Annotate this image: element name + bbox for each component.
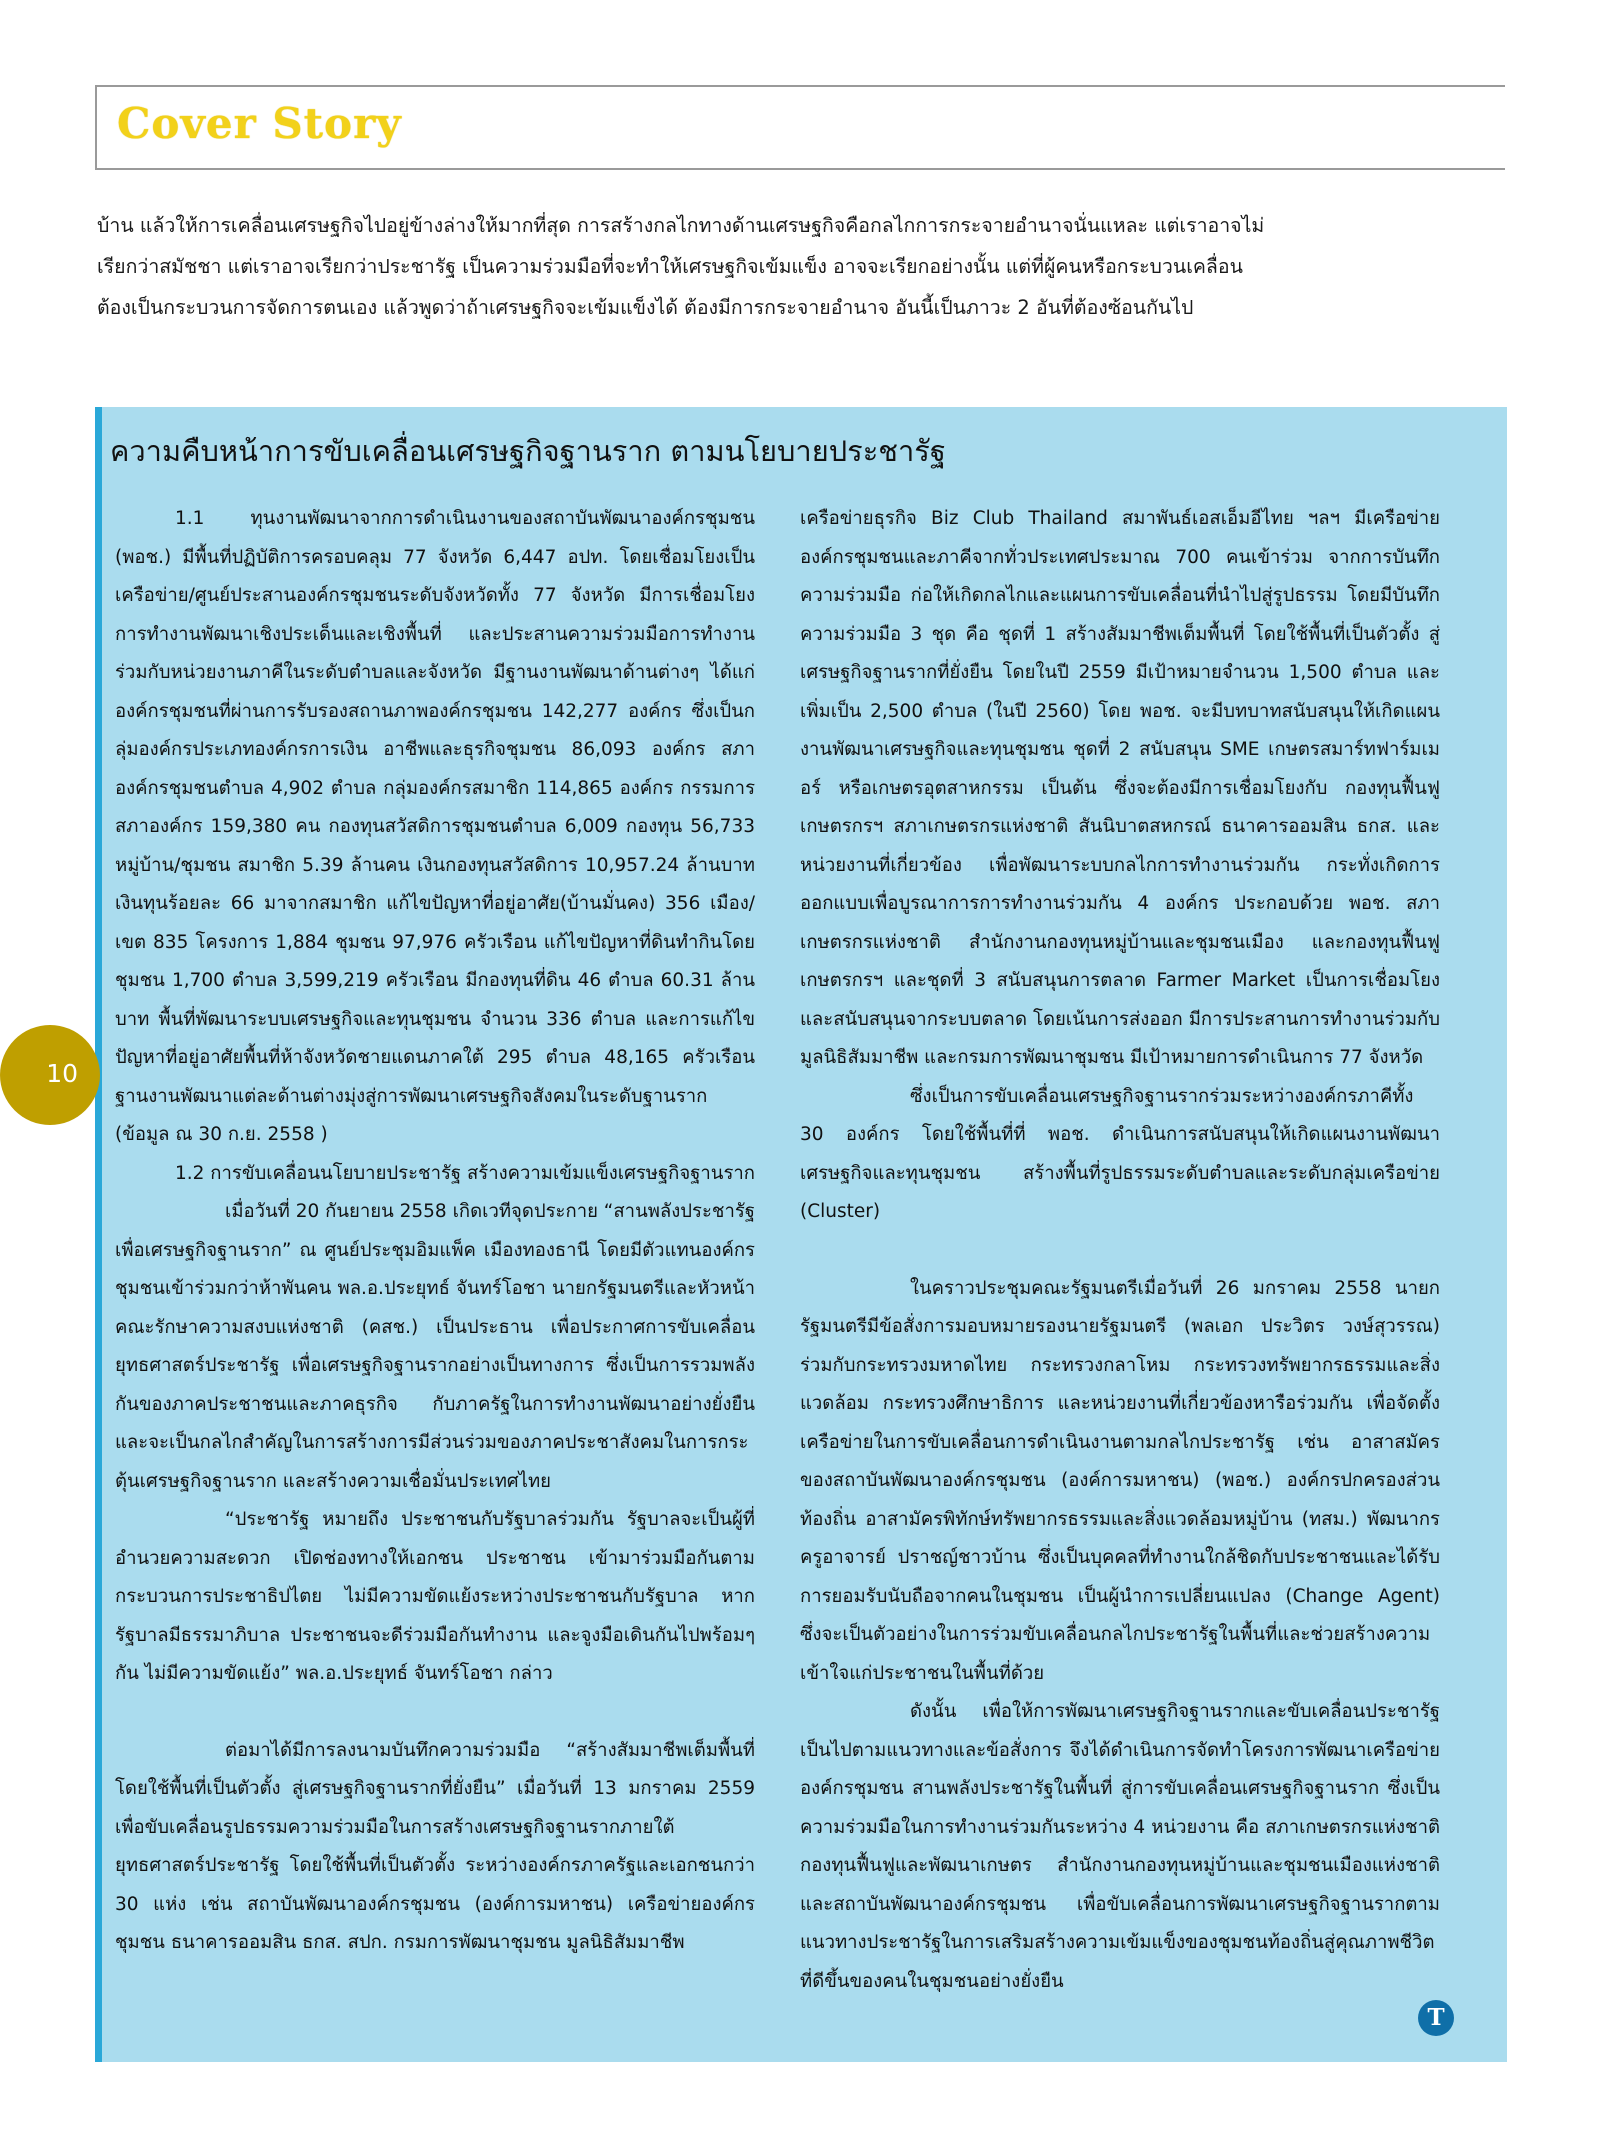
end-mark-icon: T <box>1418 2000 1454 2036</box>
paragraph: ซึ่งเป็นการขับเคลื่อนเศรษฐกิจฐานรากร่วมระหว่างองค์กรภาคีทั้ง 30 องค์กร โดยใช้พื้นที่ที่ พอช. ดำเนินการสนับสนุนให้เกิดแผนงานพัฒนาเศรษฐกิจและทุนชุมชน สร้างพื้นที่รูปธรรมระดับตำบลและระดับกลุ่มเครือข่าย (Cluster) <box>800 1085 1440 1222</box>
paragraph: “ประชารัฐ หมายถึง ประชาชนกับรัฐบาลร่วมกัน รัฐบาลจะเป็นผู้ที่อำนวยความสะดวก เปิดช่องทางให้เอกชน ประชาชน เข้ามาร่วมมือกันตามกระบวนการประชาธิปไตย ไม่มีความขัดแย้งระหว่างประชาชนกับรัฐบาล หากรัฐบาลมีธรรมาภิบาล ประชาชนจะดีร่วมมือกันทำงาน และจูงมือเดินกันไปพร้อมๆ กัน ไม่มีความขัดแย้ง” พล.อ.ประยุทธ์ จันทร์โอชา กล่าว <box>115 1509 755 1684</box>
header-band <box>95 85 1505 170</box>
page-number: 10 <box>46 1059 78 1088</box>
intro-paragraph: บ้าน แล้วให้การเคลื่อนเศรษฐกิจไปอยู่ข้างล่างให้มากที่สุด การสร้างกลไกทางด้านเศรษฐกิจคือกลไกการกระจายอำนาจนั่นแหละ แต่เราอาจไม่เรียกว่าสมัชชา แต่เราอาจเรียกว่าประชารัฐ เป็นความร่วมมือที่จะทำให้เศรษฐกิจเข้มแข็ง อาจจะเรียกอย่างนั้น แต่ที่ผู้คนหรือกระบวนเคลื่อนต้องเป็นกระบวนการจัดการตนเอง แล้วพูดว่าถ้าเศรษฐกิจจะเข้มแข็งได้ ต้องมีการกระจายอำนาจ อันนี้เป็นภาวะ 2 อันที่ต้องซ้อนกันไป <box>97 214 1265 319</box>
page-number-badge <box>0 1025 100 1125</box>
paragraph: 1.1 ทุนงานพัฒนาจากการดำเนินงานของสถาบันพัฒนาองค์กรชุมชน (พอช.) มีพื้นที่ปฏิบัติการครอบคลุม 77 จังหวัด 6,447 อปท. โดยเชื่อมโยงเป็นเครือข่าย/ศูนย์ประสานองค์กรชุมชนระดับจังหวัดทั้ง 77 จังหวัด มีการเชื่อมโยงการทำงานพัฒนาเชิงประเด็นและเชิงพื้นที่ และประสานความร่วมมือการทำงานร่วมกับหน่วยงานภาคีในระดับตำบลและจังหวัด มีฐานงานพัฒนาด้านต่างๆ ได้แก่ องค์กรชุมชนที่ผ่านการรับรองสถานภาพองค์กรชุมชน 142,277 องค์กร ซึ่งเป็นกลุ่มองค์กรประเภทองค์กรการเงิน อาชีพและธุรกิจชุมชน 86,093 องค์กร สภาองค์กรชุมชนตำบล 4,902 ตำบล กลุ่มองค์กรสมาชิก 114,865 องค์กร กรรมการสภาองค์กร 159,380 คน กองทุนสวัสดิการชุมชนตำบล 6,009 กองทุน 56,733 หมู่บ้าน/ชุมชน สมาชิก 5.39 ล้านคน เงินกองทุนสวัสดิการ 10,957.24 ล้านบาท เงินทุนร้อยละ 66 มาจากสมาชิก แก้ไขปัญหาที่อยู่อาศัย(บ้านมั่นคง) 356 เมือง/เขต 835 โครงการ 1,884 ชุมชน 97,976 ครัวเรือน แก้ไขปัญหาที่ดินทำกินโดยชุมชน 1,700 ตำบล 3,599,219 ครัวเรือน มีกองทุนที่ดิน 46 ตำบล 60.31 ล้านบาท พื้นที่พัฒนาระบบเศรษฐกิจและทุนชุมชน จำนวน 336 ตำบล และการแก้ไขปัญหาที่อยู่อาศัยพื้นที่ห้าจังหวัดชายแดนภาคใต้ 295 ตำบล 48,165 ครัวเรือน ฐานงานพัฒนาแต่ละด้านต่างมุ่งสู่การพัฒนาเศรษฐกิจสังคมในระดับฐานราก (ข้อมูล ณ 30 ก.ย. 2558 ) <box>115 508 755 1145</box>
right-column <box>800 500 1440 2001</box>
paragraph-gap <box>800 1232 1440 1270</box>
accent-bar <box>95 407 102 2062</box>
paragraph-gap <box>115 1694 755 1732</box>
paragraph: 1.2 การขับเคลื่อนนโยบายประชารัฐ สร้างความเข้มแข็งเศรษฐกิจฐานราก <box>175 1162 755 1184</box>
left-column <box>115 500 755 1963</box>
section-heading: ความคืบหน้าการขับเคลื่อนเศรษฐกิจฐานราก ตามนโยบายประชารัฐ <box>110 434 946 468</box>
page-title: Cover Story <box>117 99 402 148</box>
paragraph: ต่อมาได้มีการลงนามบันทึกความร่วมมือ “สร้างสัมมาชีพเต็มพื้นที่ โดยใช้พื้นที่เป็นตัวตั้ง สู่เศรษฐกิจฐานรากที่ยั่งยืน” เมื่อวันที่ 13 มกราคม 2559 เพื่อขับเคลื่อนรูปธรรมความร่วมมือในการสร้างเศรษฐกิจฐานรากภายใต้ยุทธศาสตร์ประชารัฐ โดยใช้พื้นที่เป็นตัวตั้ง ระหว่างองค์กรภาครัฐและเอกชนกว่า 30 แห่ง เช่น สถาบันพัฒนาองค์กรชุมชน (องค์การมหาชน) เครือข่ายองค์กรชุมชน ธนาคารออมสิน ธกส. สปก. กรมการพัฒนาชุมชน มูลนิธิสัมมาชีพ <box>115 1739 755 1953</box>
header-left-rule <box>95 85 97 170</box>
paragraph: ในคราวประชุมคณะรัฐมนตรีเมื่อวันที่ 26 มกราคม 2558 นายกรัฐมนตรีมีข้อสั่งการมอบหมายรองนายรัฐมนตรี (พลเอก ประวิตร วงษ์สุวรรณ) ร่วมกับกระทรวงมหาดไทย กระทรวงกลาโหม กระทรวงทรัพยากรธรรมและสิ่งแวดล้อม กระทรวงศึกษาธิการ และหน่วยงานที่เกี่ยวข้องหารือร่วมกัน เพื่อจัดตั้งเครือข่ายในการขับเคลื่อนการดำเนินงานตามกลไกประชารัฐ เช่น อาสาสมัครของสถาบันพัฒนาองค์กรชุมชน (องค์การมหาชน) (พอช.) องค์กรปกครองส่วนท้องถิ่น อาสามัครพิทักษ์ทรัพยากรธรรมและสิ่งแวดล้อมหมู่บ้าน (ทสม.) พัฒนากร ครูอาจารย์ ปราชญ์ชาวบ้าน ซึ่งเป็นบุคคลที่ทำงานใกล้ชิดกับประชาชนและได้รับการยอมรับนับถือจากคนในชุมชน เป็นผู้นำการเปลี่ยนแปลง (Change Agent) ซึ่งจะเป็นตัวอย่างในการร่วมขับเคลื่อนกลไกประชารัฐในพื้นที่และช่วยสร้างความเข้าใจแก่ประชาชนในพื้นที่ด้วย <box>800 1277 1440 1684</box>
paragraph: ดังนั้น เพื่อให้การพัฒนาเศรษฐกิจฐานรากและขับเคลื่อนประชารัฐเป็นไปตามแนวทางและข้อสั่งการ จึงได้ดำเนินการจัดทำโครงการพัฒนาเครือข่ายองค์กรชุมชน สานพลังประชารัฐในพื้นที่ สู่การขับเคลื่อนเศรษฐกิจฐานราก ซึ่งเป็นความร่วมมือในการทำงานร่วมกันระหว่าง 4 หน่วยงาน คือ สภาเกษตรกรแห่งชาติ กองทุนฟื้นฟูและพัฒนาเกษตร สำนักงานกองทุนหมู่บ้านและชุมชนเมืองแห่งชาติ และสถาบันพัฒนาองค์กรชุมชน เพื่อขับเคลื่อนการพัฒนาเศรษฐกิจฐานรากตามแนวทางประชารัฐในการเสริมสร้างความเข้มแข็งของชุมชนท้องถิ่นสู่คุณภาพชีวิตที่ดีขึ้นของคนในชุมชนอย่างยั่งยืน <box>800 1701 1440 1992</box>
paragraph: เมื่อวันที่ 20 กันยายน 2558 เกิดเวทีจุดประกาย “สานพลังประชารัฐเพื่อเศรษฐกิจฐานราก” ณ ศูนย์ประชุมอิมแพ็ค เมืองทองธานี โดยมีตัวแทนองค์กรชุมชนเข้าร่วมกว่าห้าพันคน พล.อ.ประยุทธ์ จันทร์โอชา นายกรัฐมนตรีและหัวหน้าคณะรักษาความสงบแห่งชาติ (คสช.) เป็นประธาน เพื่อประกาศการขับเคลื่อนยุทธศาสตร์ประชารัฐ เพื่อเศรษฐกิจฐานรากอย่างเป็นทางการ ซึ่งเป็นการรวมพลังกันของภาคประชาชนและภาคธุรกิจ กับภาครัฐในการทำงานพัฒนาอย่างยั่งยืนและจะเป็นกลไกสำคัญในการสร้างการมีส่วนร่วมของภาคประชาสังคมในการกระตุ้นเศรษฐกิจฐานราก และสร้างความเชื่อมั่นประเทศไทย <box>115 1201 755 1492</box>
paragraph: เครือข่ายธุรกิจ Biz Club Thailand สมาพันธ์เอสเอ็มอีไทย ฯลฯ มีเครือข่ายองค์กรชุมชนและภาคีจากทั่วประเทศประมาณ 700 คนเข้าร่วม จากการบันทึกความร่วมมือ ก่อให้เกิดกลไกและแผนการขับเคลื่อนที่นำไปสู่รูปธรรม โดยมีบันทึกความร่วมมือ 3 ชุด คือ ชุดที่ 1 สร้างสัมมาชีพเต็มพื้นที่ โดยใช้พื้นที่เป็นตัวตั้ง สู่เศรษฐกิจฐานรากที่ยั่งยืน โดยในปี 2559 มีเป้าหมายจำนวน 1,500 ตำบล และเพิ่มเป็น 2,500 ตำบล (ในปี 2560) โดย พอช. จะมีบทบาทสนับสนุนให้เกิดแผนงานพัฒนาเศรษฐกิจและทุนชุมชน ชุดที่ 2 สนับสนุน SME เกษตรสมาร์ทฟาร์มเมอร์ หรือเกษตรอุตสาหกรรม เป็นต้น ซึ่งจะต้องมีการเชื่อมโยงกับ กองทุนฟื้นฟูเกษตรกรฯ สภาเกษตรกรแห่งชาติ สันนิบาตสหกรณ์ ธนาคารออมสิน ธกส. และหน่วยงานที่เกี่ยวข้อง เพื่อพัฒนาระบบกลไกการทำงานร่วมกัน กระทั่งเกิดการออกแบบเพื่อบูรณาการการทำงานร่วมกัน 4 องค์กร ประกอบด้วย พอช. สภาเกษตรกรแห่งชาติ สำนักงานกองทุนหมู่บ้านและชุมชนเมือง และกองทุนฟื้นฟูเกษตรกรฯ และชุดที่ 3 สนับสนุนการตลาด Farmer Market เป็นการเชื่อมโยงและสนับสนุนจากระบบตลาด โดยเน้นการส่งออก มีการประสานการทำงานร่วมกับมูลนิธิสัมมาชีพ และกรมการพัฒนาชุมชน มีเป้าหมายการดำเนินการ 77 จังหวัด <box>800 508 1440 1068</box>
